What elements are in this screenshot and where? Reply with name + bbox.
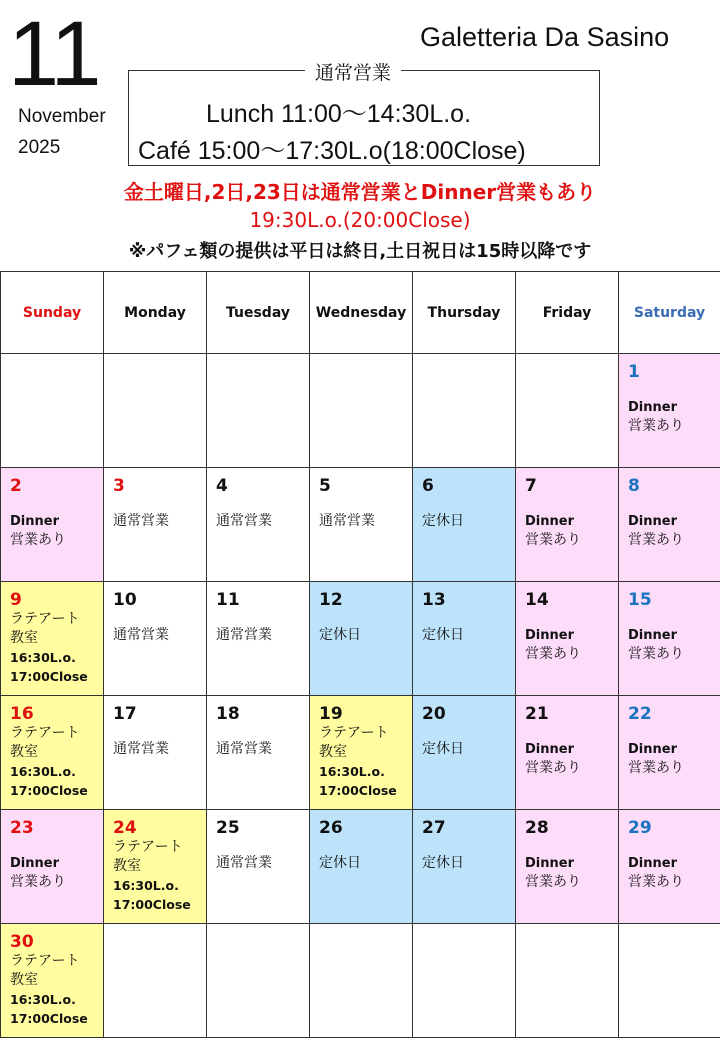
- event-line: 定休日: [319, 627, 361, 643]
- event-line: ラテアート: [113, 839, 183, 855]
- empty-day-cell: [516, 354, 619, 468]
- day-event: [525, 626, 618, 664]
- dinner-notice: 金土曜日,2日,23日は通常営業とDinner営業もあり: [123, 180, 597, 204]
- day-event: [422, 740, 515, 759]
- event-line: 通常営業: [113, 741, 169, 757]
- event-line: 16:30L.o.: [10, 992, 76, 1007]
- event-line: 定休日: [422, 627, 464, 643]
- day-number: 25: [216, 818, 240, 838]
- day-event: [319, 626, 412, 645]
- day-event: [628, 626, 720, 664]
- day-number: 30: [10, 932, 34, 952]
- day-cell: [619, 810, 720, 924]
- calendar-grid: [0, 271, 720, 1038]
- day-number: 22: [628, 704, 652, 724]
- event-line: 営業あり: [628, 532, 684, 548]
- day-event: [10, 854, 103, 892]
- day-cell: [310, 696, 413, 810]
- event-line: Dinner: [628, 742, 677, 757]
- calendar-week-row: [1, 924, 720, 1038]
- day-cell: [619, 582, 720, 696]
- event-line: 通常営業: [113, 627, 169, 643]
- empty-day-cell: [413, 354, 516, 468]
- day-cell: [1, 468, 104, 582]
- calendar-week-row: [1, 582, 720, 696]
- event-line: 16:30L.o.: [10, 650, 76, 665]
- hours-title: 通常営業: [305, 58, 401, 85]
- day-event: [113, 626, 206, 645]
- empty-day-cell: [207, 354, 310, 468]
- day-event: [628, 740, 720, 778]
- event-line: 営業あり: [525, 646, 581, 662]
- day-event: [216, 740, 309, 759]
- day-cell: [619, 696, 720, 810]
- day-number: 16: [10, 704, 34, 724]
- day-cell: [1, 582, 104, 696]
- weekday-thursday: Thursday: [413, 272, 516, 354]
- day-cell: [207, 468, 310, 582]
- event-line: Dinner: [628, 856, 677, 871]
- day-event: [10, 952, 103, 1028]
- day-event: [319, 512, 412, 531]
- calendar-week-row: [1, 354, 720, 468]
- empty-day-cell: [104, 354, 207, 468]
- day-cell: [310, 582, 413, 696]
- weekday-saturday: Saturday: [619, 272, 720, 354]
- day-cell: [413, 696, 516, 810]
- event-line: 17:00Close: [10, 783, 88, 798]
- day-number: 10: [113, 590, 137, 610]
- day-number: 19: [319, 704, 343, 724]
- event-line: 16:30L.o.: [113, 878, 179, 893]
- day-event: [10, 512, 103, 550]
- event-line: 通常営業: [216, 855, 272, 871]
- day-number: 9: [10, 590, 22, 610]
- event-line: 通常営業: [216, 741, 272, 757]
- weekday-wednesday: Wednesday: [310, 272, 413, 354]
- day-number: 17: [113, 704, 137, 724]
- day-cell: [619, 468, 720, 582]
- calendar-week-row: [1, 468, 720, 582]
- day-event: [113, 512, 206, 531]
- calendar-week-row: [1, 810, 720, 924]
- event-line: 営業あり: [628, 418, 684, 434]
- event-line: Dinner: [10, 856, 59, 871]
- event-line: 営業あり: [10, 874, 66, 890]
- event-line: 16:30L.o.: [319, 764, 385, 779]
- day-number: 5: [319, 476, 331, 496]
- day-event: [628, 854, 720, 892]
- day-cell: [516, 810, 619, 924]
- event-line: 教室: [113, 858, 141, 874]
- event-line: 営業あり: [628, 646, 684, 662]
- event-line: 定休日: [422, 855, 464, 871]
- day-number: 2: [10, 476, 22, 496]
- month-label: November: [18, 106, 106, 127]
- event-line: 営業あり: [10, 532, 66, 548]
- day-cell: [1, 924, 104, 1038]
- day-number: 4: [216, 476, 228, 496]
- big-day-number: 11: [8, 3, 100, 105]
- event-line: 営業あり: [525, 874, 581, 890]
- event-line: Dinner: [628, 628, 677, 643]
- day-number: 1: [628, 362, 640, 382]
- day-cell: [516, 582, 619, 696]
- shop-name: Galetteria Da Sasino: [420, 22, 670, 52]
- day-cell: [516, 696, 619, 810]
- day-number: 26: [319, 818, 343, 838]
- day-event: [628, 512, 720, 550]
- weekday-sunday: Sunday: [1, 272, 104, 354]
- event-line: Dinner: [628, 514, 677, 529]
- day-cell: [104, 810, 207, 924]
- event-line: 定休日: [319, 855, 361, 871]
- empty-day-cell: [1, 354, 104, 468]
- day-cell: [1, 696, 104, 810]
- empty-day-cell: [516, 924, 619, 1038]
- day-event: [113, 838, 206, 914]
- event-line: 通常営業: [319, 513, 375, 529]
- weekday-header-row: [1, 272, 720, 354]
- event-line: Dinner: [525, 742, 574, 757]
- day-cell: [104, 468, 207, 582]
- event-line: 営業あり: [628, 760, 684, 776]
- day-number: 24: [113, 818, 137, 838]
- event-line: 教室: [10, 630, 38, 646]
- day-event: [525, 854, 618, 892]
- event-line: 定休日: [422, 741, 464, 757]
- event-line: 教室: [319, 744, 347, 760]
- weekday-tuesday: Tuesday: [207, 272, 310, 354]
- day-cell: [207, 696, 310, 810]
- day-number: 23: [10, 818, 34, 838]
- day-number: 18: [216, 704, 240, 724]
- day-event: [319, 724, 412, 800]
- event-line: Dinner: [10, 514, 59, 529]
- day-event: [10, 610, 103, 686]
- day-event: [422, 854, 515, 873]
- event-line: 17:00Close: [319, 783, 397, 798]
- weekday-monday: Monday: [104, 272, 207, 354]
- day-event: [628, 398, 720, 436]
- event-line: ラテアート: [10, 611, 80, 627]
- event-line: 通常営業: [113, 513, 169, 529]
- dinner-hours-notice: 19:30L.o.(20:00Close): [249, 208, 471, 232]
- day-event: [10, 724, 103, 800]
- day-event: [422, 512, 515, 531]
- event-line: Dinner: [525, 514, 574, 529]
- day-number: 20: [422, 704, 446, 724]
- day-number: 14: [525, 590, 549, 610]
- empty-day-cell: [310, 354, 413, 468]
- day-cell: [516, 468, 619, 582]
- day-event: [422, 626, 515, 645]
- event-line: 通常営業: [216, 627, 272, 643]
- event-line: ラテアート: [10, 953, 80, 969]
- day-event: [113, 740, 206, 759]
- day-cell: [1, 810, 104, 924]
- day-number: 21: [525, 704, 549, 724]
- calendar-week-row: [1, 696, 720, 810]
- day-number: 27: [422, 818, 446, 838]
- event-line: 営業あり: [628, 874, 684, 890]
- day-number: 8: [628, 476, 640, 496]
- event-line: 営業あり: [525, 760, 581, 776]
- day-cell: [619, 354, 720, 468]
- day-event: [216, 512, 309, 531]
- day-cell: [207, 582, 310, 696]
- event-line: 教室: [10, 744, 38, 760]
- event-line: 定休日: [422, 513, 464, 529]
- event-line: Dinner: [525, 856, 574, 871]
- day-number: 29: [628, 818, 652, 838]
- event-line: Dinner: [525, 628, 574, 643]
- day-number: 7: [525, 476, 537, 496]
- event-line: 教室: [10, 972, 38, 988]
- empty-day-cell: [207, 924, 310, 1038]
- empty-day-cell: [619, 924, 720, 1038]
- day-event: [525, 512, 618, 550]
- day-cell: [413, 582, 516, 696]
- empty-day-cell: [413, 924, 516, 1038]
- day-cell: [413, 468, 516, 582]
- day-cell: [207, 810, 310, 924]
- day-number: 15: [628, 590, 652, 610]
- empty-day-cell: [310, 924, 413, 1038]
- event-line: ラテアート: [10, 725, 80, 741]
- day-number: 6: [422, 476, 434, 496]
- day-number: 11: [216, 590, 240, 610]
- event-line: Dinner: [628, 400, 677, 415]
- day-number: 12: [319, 590, 343, 610]
- day-cell: [413, 810, 516, 924]
- lunch-hours: Lunch 11:00～14:30L.o.: [206, 100, 472, 128]
- event-line: 17:00Close: [113, 897, 191, 912]
- day-event: [216, 854, 309, 873]
- day-cell: [104, 696, 207, 810]
- year-label: 2025: [18, 137, 61, 158]
- event-line: 16:30L.o.: [10, 764, 76, 779]
- event-line: 営業あり: [525, 532, 581, 548]
- empty-day-cell: [104, 924, 207, 1038]
- event-line: ラテアート: [319, 725, 389, 741]
- event-line: 17:00Close: [10, 1011, 88, 1026]
- parfait-notice: ※パフェ類の提供は平日は終日,土日祝日は15時以降です: [128, 241, 592, 262]
- day-event: [525, 740, 618, 778]
- day-number: 13: [422, 590, 446, 610]
- day-event: [319, 854, 412, 873]
- event-line: 17:00Close: [10, 669, 88, 684]
- day-cell: [310, 810, 413, 924]
- day-number: 3: [113, 476, 125, 496]
- calendar-body: [1, 354, 720, 1038]
- day-number: 28: [525, 818, 549, 838]
- day-cell: [104, 582, 207, 696]
- day-event: [216, 626, 309, 645]
- cafe-hours: Café 15:00～17:30L.o(18:00Close): [138, 137, 526, 165]
- day-cell: [310, 468, 413, 582]
- weekday-friday: Friday: [516, 272, 619, 354]
- event-line: 通常営業: [216, 513, 272, 529]
